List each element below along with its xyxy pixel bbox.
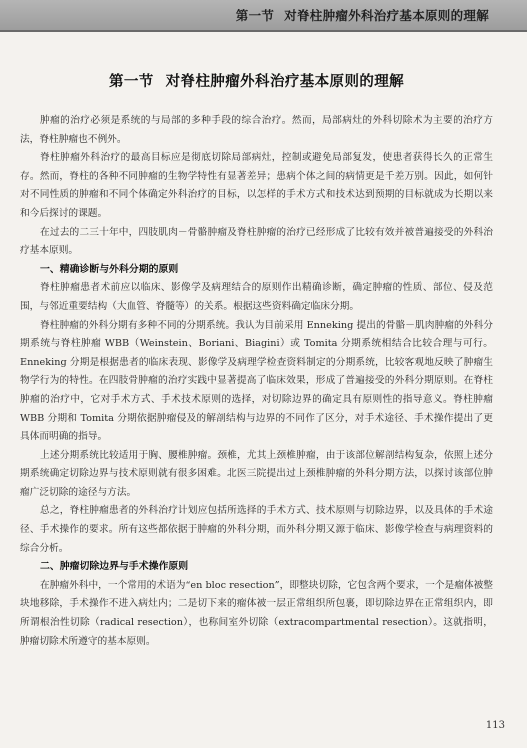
- paragraph: 在肿瘤外科中，一个常用的术语为“en bloc resection”，即整块切除，它包含两个要求，一个是瘤体被整块地移除，手术操作不进入病灶内；二是切下来的瘤体被一层正常组织所包裹，即切除边界在正常组织内，即所谓根治性切除（radical resection），也称间室外切除（extracompartmental resection）。这就指明，肿瘤切除术所遵守的基本原则。: [20, 579, 493, 647]
- paragraph: 脊柱肿瘤患者术前应以临床、影像学及病理结合的原则作出精确诊断，确定肿瘤的性质、部位、侵及范围，与邻近重要结构（大血管、脊髓等）的关系。根据这些资料确定临床分期。: [20, 282, 493, 312]
- paragraph: 在过去的二三十年中，四肢肌肉－骨骼肿瘤及脊柱肿瘤的治疗已经形成了比较有效并被普遍接受的外科治疗基本原则。: [20, 226, 493, 257]
- subsection-heading-2: 二、肿瘤切除边界与手术操作原则: [40, 561, 189, 573]
- paragraph: 总之，脊柱肿瘤患者的外科治疗计划应包括所选择的手术方式、技术原则与切除边界，以及具体的手术途径、手术操作的要求。所有这些都依据于肿瘤的外科分期，而外科分期又源于临床、影像学检查与病理资料的综合分析。: [20, 505, 493, 554]
- section-title-label: 第一节: [108, 73, 154, 90]
- paragraph: 脊柱肿瘤的外科分期有多种不同的分期系统。我认为目前采用 Enneking 提出的骨骼－肌肉肿瘤的外科分期系统与脊柱肿瘤 WBB（Weinstein、Boriani、Biagini）或 Tomita 分期系统相结合比较合理与可行。Enneking 分期是根据患者的临床表现、影像学及病理学检查资料制定的分期系统，比较客观地反映了肿瘤生物学行为的特性。在四肢骨肿瘤的治疗实践中显著提高了临床效果，形成了普遍接受的外科分期原则。在脊柱肿瘤的治疗中，它对手术方式、手术技术原则的选择，对切除边界的确定具有原则性的指导意义。脊柱肿瘤 WBB 分期和 Tomita 分期依据肿瘤侵及的解剖结构与边界的不同作了区分，对手术途径、手术操作提出了更具体而明确的指导。: [20, 319, 493, 443]
- running-header-section-label: 第一节: [235, 8, 275, 23]
- page-number: 113: [485, 720, 505, 731]
- running-header: [0, 0, 527, 32]
- subsection-heading-1: 一、精确诊断与外科分期的原则: [40, 263, 179, 275]
- section-title: [20, 70, 493, 91]
- paragraph: 上述分期系统比较适用于胸、腰椎肿瘤。颈椎，尤其上颈椎肿瘤，由于该部位解剖结构复杂，依照上述分期系统确定切除边界与技术原则就有很多困难。北医三院提出过上颈椎肿瘤的外科分期方法，以探讨该部位肿瘤广泛切除的途径与方法。: [20, 449, 493, 498]
- paragraph: 脊柱肿瘤外科治疗的最高目标应是彻底切除局部病灶，控制或避免局部复发，使患者获得长久的正常生存。然而，脊柱的各种不同肿瘤的生物学特性有显著差异；患病个体之间的病情更是千差万别。因此，如何针对不同性质的肿瘤和不同个体确定外科治疗的目标，以怎样的手术方式和技术达到预期的目标就成为长期以来和今后探讨的课题。: [20, 152, 493, 219]
- paragraph: 肿瘤的治疗必须是系统的与局部的多种手段的综合治疗。然而，局部病灶的外科切除术为主要的治疗方法，脊柱肿瘤也不例外。: [20, 115, 493, 145]
- body-text: [20, 112, 493, 651]
- running-header-section-title: 对脊柱肿瘤外科治疗基本原则的理解: [284, 8, 489, 23]
- section-title-text: 对脊柱肿瘤外科治疗基本原则的理解: [165, 73, 405, 90]
- running-header-title: [236, 6, 489, 24]
